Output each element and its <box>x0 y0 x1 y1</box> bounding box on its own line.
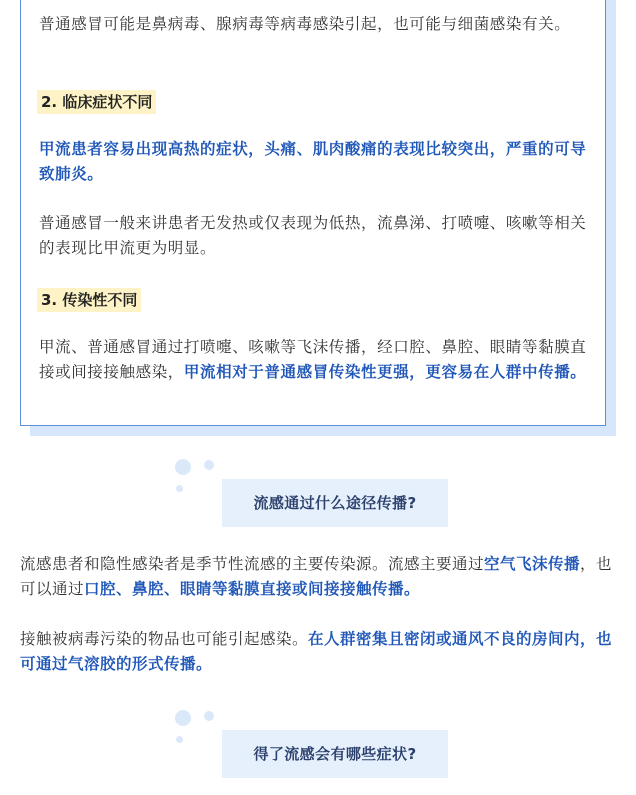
question-transmission: 流感通过什么途径传播? <box>222 479 448 527</box>
card-paragraph-cold-symptoms: 普通感冒一般来讲患者无发热或仅表现为低热，流鼻涕、打喷嚏、咳嗽等相关的表现比甲流更为明显。 <box>39 214 587 257</box>
decor-dot-small-2 <box>176 736 183 743</box>
card-paragraph-contagion <box>39 335 595 385</box>
paragraph-transmission-routes <box>20 552 618 602</box>
routes-emphasis-contact: 口腔、鼻腔、眼睛等黏膜直接或间接接触传播。 <box>84 580 421 598</box>
decor-dot-small <box>176 485 183 492</box>
section-heading-symptoms: 2. 临床症状不同 <box>37 90 156 114</box>
decor-dot-large <box>175 459 191 475</box>
routes-text-1: 流感患者和隐性感染者是季节性流感的主要传染源。流感主要通过 <box>20 555 485 573</box>
info-card <box>20 0 606 426</box>
question-symptoms: 得了流感会有哪些症状? <box>222 730 448 778</box>
decor-dot-medium-2 <box>204 711 214 721</box>
card-paragraph-cold-cause: 普通感冒可能是鼻病毒、腺病毒等病毒感染引起，也可能与细菌感染有关。 <box>39 15 571 33</box>
routes-emphasis-droplet: 空气飞沫传播 <box>484 555 581 573</box>
contagion-emphasis: 甲流相对于普通感冒传染性更强，更容易在人群中传播。 <box>183 363 587 381</box>
section-heading-contagion: 3. 传染性不同 <box>37 288 141 312</box>
decor-dot-medium <box>204 460 214 470</box>
decor-dot-large-2 <box>175 710 191 726</box>
aerosol-emphasis: 在人群密集且密闭或通风不良的房间内，也可通过气溶胶的形式传播。 <box>20 630 613 673</box>
card-paragraph-flu-symptoms: 甲流患者容易出现高热的症状，头痛、肌肉酸痛的表现比较突出，严重的可导致肺炎。 <box>39 140 587 183</box>
paragraph-aerosol <box>20 627 618 677</box>
aerosol-text: 接触被病毒污染的物品也可能引起感染。 <box>20 630 309 648</box>
routes-text-2: ，也可以通过 <box>20 555 613 598</box>
contagion-text: 甲流、普通感冒通过打喷嚏、咳嗽等飞沫传播，经口腔、鼻腔、眼睛等黏膜直接或间接接触感染， <box>39 338 587 381</box>
